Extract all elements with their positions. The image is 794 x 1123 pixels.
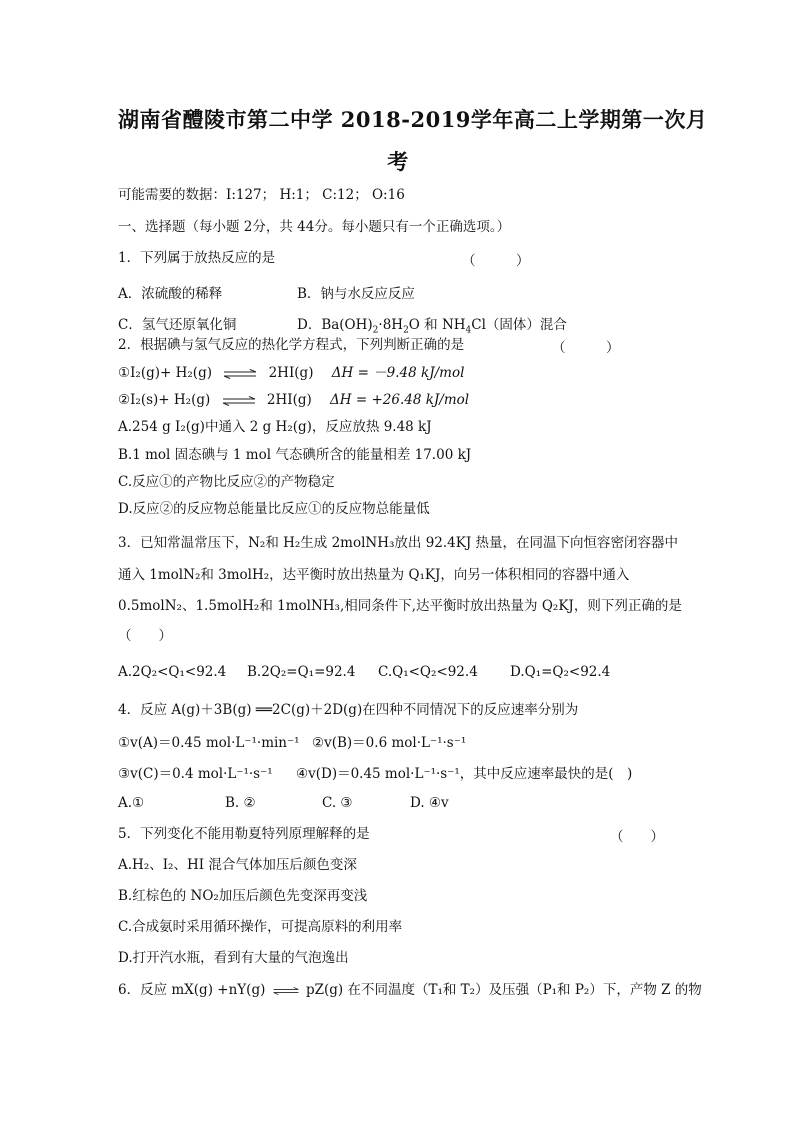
q2-equation-1: [118, 364, 464, 382]
q3-line-3: 0.5molN₂、1.5molH₂和 1molNH₃,相同条件下,达平衡时放出热量为 Q₂KJ，则下列正确的是: [118, 598, 682, 614]
q5-option-c: C.合成氨时采用循环操作，可提高原料的利用率: [118, 919, 403, 935]
q4-option-b: B. ②: [225, 795, 256, 811]
q1-option-d-part3: O 和 NH: [408, 317, 466, 333]
section-heading: 一、选择题（每小题 2分，共 44分。每小题只有一个正确选项。）: [118, 219, 511, 235]
q4-stem: 4．反应 A(g)＋3B(g) ══2C(g)＋2D(g)在四种不同情况下的反应速率分别为: [118, 702, 579, 718]
q2-eq2-products: 2HI(g): [266, 392, 312, 408]
q2-option-d: D.反应②的反应物总能量比反应①的反应物总能量低: [118, 501, 430, 517]
q6-stem: [118, 981, 702, 999]
data-note: 可能需要的数据：I:127； H:1； C:12； O:16: [118, 187, 405, 203]
q3-option-c: C.Q₁<Q₂<92.4: [378, 664, 478, 680]
equilibrium-arrow-icon: [272, 986, 300, 996]
q2-option-a: A.254 g I₂(g)中通入 2 g H₂(g)，反应放热 9.48 kJ: [118, 419, 432, 435]
q2-eq1-products: 2HI(g): [268, 365, 314, 381]
q1-option-d: D．$Ba(OH)_2\cdot 8H_2O$ 和 $NH_4Cl$（固体）混合: [297, 317, 567, 336]
q3-option-a: A.2Q₂<Q₁<92.4: [118, 664, 227, 680]
q5-option-b: B.红棕色的 NO₂加压后颜色先变深再变浅: [118, 888, 368, 904]
q3-option-b: B.2Q₂=Q₁=92.4: [247, 664, 356, 680]
q2-option-c: C.反应①的产物比反应②的产物稳定: [118, 474, 335, 490]
q2-option-b: B.1 mol 固态碘与 1 mol 气态碘所含的能量相差 17.00 kJ: [118, 447, 472, 463]
q1-option-d-part4: Cl（固体）混合: [471, 317, 567, 333]
exam-title-line2: 考: [387, 149, 409, 174]
q1-option-a: A．浓硫酸的稀释: [118, 286, 223, 302]
q1-option-c: C．氢气还原氧化铜: [118, 317, 237, 333]
q5-answer-paren: （ ）: [610, 829, 664, 845]
q1-option-b: B．钠与水反应反应: [297, 286, 415, 302]
q2-eq2-enthalpy: ΔH = +26.48 kJ/mol: [330, 392, 470, 408]
q1-option-d-part1: D．Ba(OH): [297, 317, 373, 333]
q1-answer-paren: （ ）: [462, 253, 530, 269]
q3-line-1: 3．已知常温常压下，N₂和 H₂生成 2molNH₃放出 92.4KJ 热量，在同温下向恒容密闭容器中: [118, 535, 679, 551]
q4-rate-4: ④v(D)＝0.45 mol·L⁻¹·s⁻¹，其中反应速率最快的是( ): [296, 766, 633, 782]
q2-answer-paren: （ ）: [552, 340, 620, 356]
q1-option-d-part2: ·8H: [378, 317, 404, 333]
q1-stem: 1．下列属于放热反应的是: [118, 250, 276, 266]
q5-stem: 5．下列变化不能用勒夏特列原理解释的是: [118, 826, 370, 842]
q3-line-2: 通入 1molN₂和 3molH₂，达平衡时放出热量为 Q₁KJ，向另一体积相同的容器中通入: [118, 567, 630, 583]
exam-title-line1: 湖南省醴陵市第二中学 2018-2019学年高二上学期第一次月: [118, 107, 708, 132]
q2-eq1-enthalpy: ΔH = －9.48 kJ/mol: [331, 365, 465, 381]
q3-line-4: （ ）: [118, 628, 172, 644]
q2-equation-2: [118, 391, 469, 409]
q2-eq1-reactants: ①I₂(g)+ H₂(g): [118, 365, 212, 381]
q4-option-d: D. ④v: [410, 795, 449, 811]
q2-stem: 2．根据碘与氢气反应的热化学方程式，下列判断正确的是: [118, 337, 465, 353]
q4-option-a: A.①: [118, 795, 145, 811]
q4-option-c: C. ③: [322, 795, 353, 811]
q4-rate-1: ①v(A)＝0.45 mol·L⁻¹·min⁻¹: [118, 735, 300, 751]
q4-rate-3: ③v(C)＝0.4 mol·L⁻¹·s⁻¹: [118, 766, 273, 782]
q5-option-a: A.H₂、I₂、HI 混合气体加压后颜色变深: [118, 857, 357, 873]
equilibrium-arrow-icon: [221, 396, 257, 406]
q2-eq2-reactants: ②I₂(s)+ H₂(g): [118, 392, 211, 408]
equilibrium-arrow-icon: [222, 369, 258, 379]
q5-option-d: D.打开汽水瓶，看到有大量的气泡逸出: [118, 950, 349, 966]
q6-stem-right: pZ(g) 在不同温度（T₁和 T₂）及压强（P₁和 P₂）下，产物 Z 的物: [305, 982, 702, 998]
q3-option-d: D.Q₁=Q₂<92.4: [510, 664, 611, 680]
q6-stem-left: 6．反应 mX(g) +nY(g): [118, 982, 266, 998]
q4-rate-2: ②v(B)＝0.6 mol·L⁻¹·s⁻¹: [312, 735, 467, 751]
